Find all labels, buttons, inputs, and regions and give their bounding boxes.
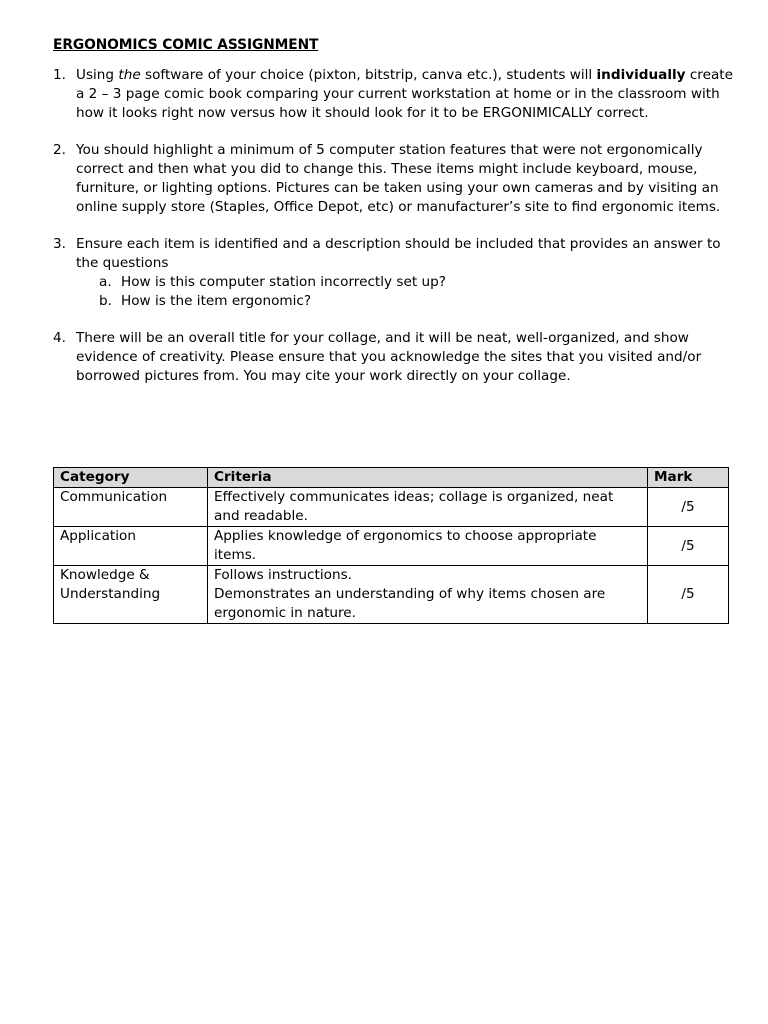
item-text-middle: software of your choice (pixton, bitstrip, canva etc.), students will — [140, 67, 597, 83]
mark-cell: /5 — [648, 488, 729, 527]
item-number: 1. — [53, 67, 66, 83]
criteria-cell — [208, 566, 648, 624]
mark-cell: /5 — [648, 566, 729, 624]
item-text-bold: individually — [596, 67, 686, 83]
item-number: 3. — [53, 236, 66, 252]
item-text: You should highlight a minimum of 5 computer station features that were not ergonomically correct and then what you did to change this. These items might include keyboard, mouse, furniture, or lighting options. Pictures can be taken using your own cameras and by visiting an online supply store (Staples, Office Depot, etc) or manufacturer’s site to find ergonomic items. — [76, 142, 721, 215]
sub-question-b — [99, 292, 733, 311]
criteria-cell — [208, 488, 648, 527]
sub-question-letter: b. — [99, 293, 112, 309]
instruction-item-1 — [53, 66, 733, 123]
criteria-line: Follows instructions. — [214, 567, 352, 583]
rubric-header-row — [54, 468, 729, 488]
sub-question-text: How is this computer station incorrectly set up? — [121, 274, 446, 290]
criteria-cell — [208, 527, 648, 566]
category-cell: Knowledge & Understanding — [54, 566, 208, 624]
item-text-before: Using — [76, 67, 119, 83]
category-cell: Communication — [54, 488, 208, 527]
criteria-line: Demonstrates an understanding of why items chosen are ergonomic in nature. — [214, 586, 606, 621]
item-number: 4. — [53, 330, 66, 346]
header-category: Category — [54, 468, 208, 488]
item-text: Ensure each item is identified and a description should be included that provides an answer to the questions — [76, 236, 721, 271]
category-cell: Application — [54, 527, 208, 566]
document-page — [53, 36, 733, 404]
item-text-after: create a 2 – 3 page comic book comparing your current workstation at home or in the classroom with how it looks right now versus how it should look for it to be ERGONIMICALLY correct. — [76, 67, 733, 121]
sub-question-text: How is the item ergonomic? — [121, 293, 312, 309]
mark-cell: /5 — [648, 527, 729, 566]
instruction-item-4 — [53, 329, 733, 386]
page-title: ERGONOMICS COMIC ASSIGNMENT — [53, 37, 319, 53]
table-row — [54, 488, 729, 527]
instruction-list — [53, 66, 733, 386]
header-mark: Mark — [648, 468, 729, 488]
item-number: 2. — [53, 142, 66, 158]
sub-question-letter: a. — [99, 274, 112, 290]
criteria-line: Applies knowledge of ergonomics to choose appropriate items. — [214, 528, 597, 563]
item-text-italic: the — [118, 67, 141, 83]
criteria-line: Effectively communicates ideas; collage is organized, neat and readable. — [214, 489, 614, 524]
instruction-item-3 — [53, 235, 733, 311]
item-text: There will be an overall title for your collage, and it will be neat, well-organized, and show evidence of creativity. Please ensure that you acknowledge the sites that you visited and/or borrowed pictures from. You may cite your work directly on your collage. — [76, 330, 702, 384]
header-criteria: Criteria — [208, 468, 648, 488]
table-row — [54, 566, 729, 624]
table-row — [54, 527, 729, 566]
sub-question-a — [99, 273, 733, 292]
rubric-table — [53, 467, 729, 624]
sub-question-list — [76, 273, 733, 311]
instruction-item-2 — [53, 141, 733, 217]
